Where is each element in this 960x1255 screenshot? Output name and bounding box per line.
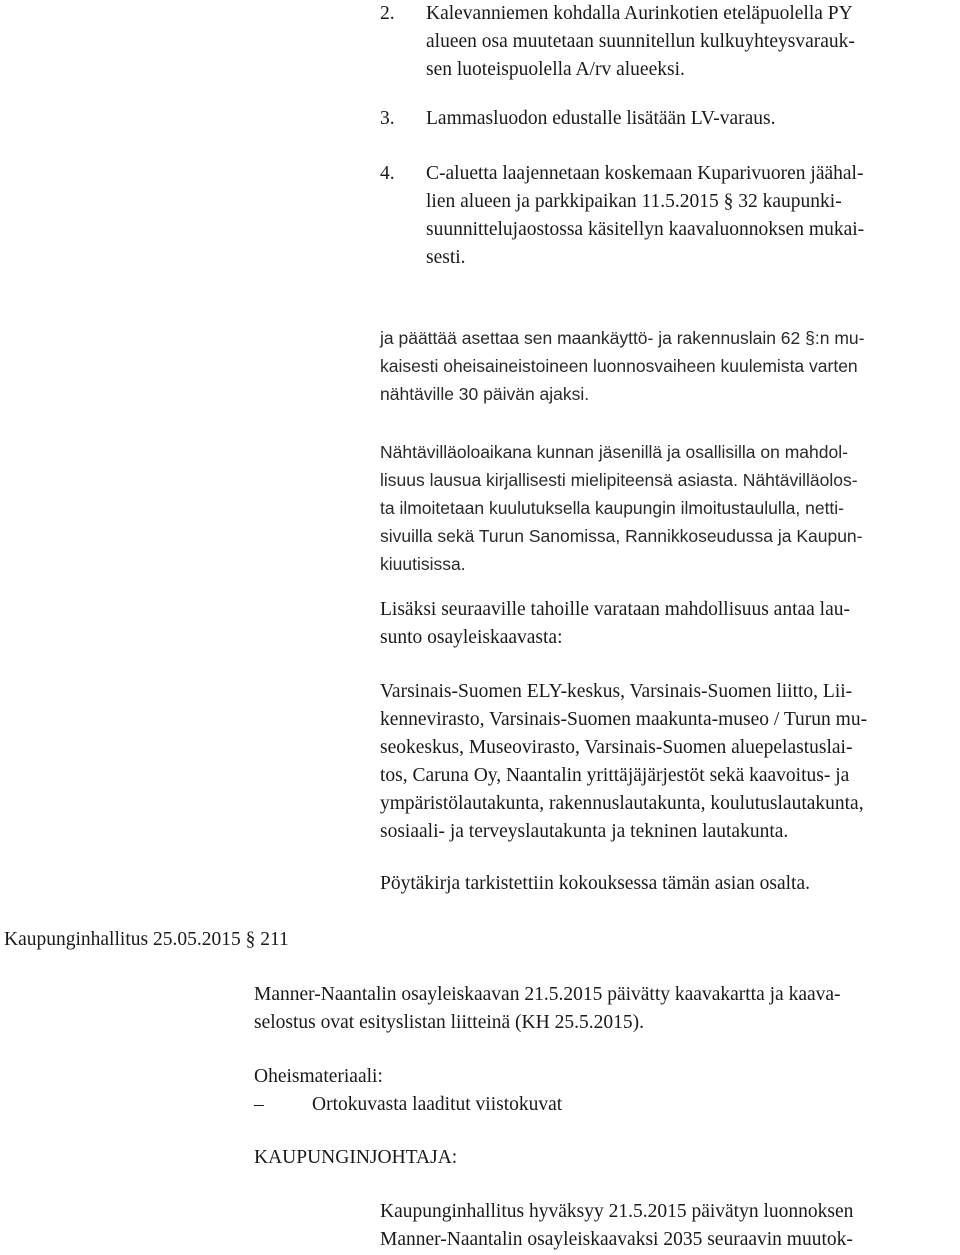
paragraph-line: Manner-Naantalin osayleiskaavaksi 2035 seuraavin muutok- (380, 1229, 853, 1250)
meeting-heading: Kaupunginhallitus 25.05.2015 § 211 (4, 929, 289, 950)
list-item-3 (380, 105, 775, 133)
paragraph-line: ja päättää asettaa sen maankäyttö- ja rakennuslain 62 §:n mu- (380, 328, 865, 348)
paragraph-line: lisuus lausua kirjallisesti mielipiteensä asiasta. Nähtävilläolos- (380, 470, 858, 490)
paragraph-line: sunto osayleiskaavasta: (380, 627, 563, 648)
decision-paragraph (380, 1198, 853, 1254)
attachment-link-text: Ortokuvasta laaditut viistokuvat (312, 1094, 563, 1115)
item-text: suunnittelujaostossa käsitellyn kaavaluonnoksen mukai- (426, 219, 865, 240)
paragraph-line: Manner-Naantalin osayleiskaavan 21.5.2015 päivätty kaavakartta ja kaava- (254, 984, 841, 1005)
item-text: Lammasluodon edustalle lisätään LV-varaus. (426, 108, 776, 129)
paragraph-line: kennevirasto, Varsinais-Suomen maakunta-museo / Turun mu- (380, 709, 868, 730)
paragraph-statements (380, 596, 850, 652)
item-text: alueen osa muutetaan suunnitellun kulkuyhteysvarauk- (426, 31, 855, 52)
paragraph-line: ympäristölautakunta, rakennuslautakunta, koulutuslautakunta, (380, 793, 864, 814)
paragraph-line: Kaupunginhallitus hyväksyy 21.5.2015 päivätyn luonnoksen (380, 1201, 854, 1222)
paragraph-line: Varsinais-Suomen ELY-keskus, Varsinais-Suomen liitto, Lii- (380, 681, 853, 702)
item-number: 3. (380, 108, 395, 129)
paragraph-line: Pöytäkirja tarkistettiin kokouksessa tämän asian osalta. (380, 873, 810, 894)
oheismateriaali-section (254, 1063, 562, 1119)
paragraph-recipients (380, 678, 867, 846)
oheismateriaali-label: Oheismateriaali: (254, 1066, 383, 1087)
paragraph-line: selostus ovat esityslistan liitteinä (KH 25.5.2015). (254, 1012, 644, 1033)
paragraph-hearing (380, 438, 863, 578)
item-number: 2. (380, 3, 395, 24)
paragraph-line: nähtäville 30 päivän ajaksi. (380, 384, 590, 404)
paragraph-line: sivuilla sekä Turun Sanomissa, Rannikkoseudussa ja Kaupun- (380, 526, 863, 546)
attachment-note (254, 981, 841, 1037)
item-text: sesti. (426, 247, 466, 268)
list-item-2 (380, 0, 855, 84)
paragraph-line: kaisesti oheisaineistoineen luonnosvaiheen kuulemista varten (380, 356, 858, 376)
list-item (254, 1091, 562, 1119)
paragraph-minutes-checked (380, 870, 810, 898)
paragraph-line: Nähtävilläoloaikana kunnan jäsenillä ja osallisilla on mahdol- (380, 442, 848, 462)
item-text: Kalevanniemen kohdalla Aurinkotien eteläpuolella PY (426, 3, 853, 24)
item-text: C-aluetta laajennetaan koskemaan Kuparivuoren jäähal- (426, 163, 864, 184)
item-text: lien alueen ja parkkipaikan 11.5.2015 § 32 kaupunki- (426, 191, 842, 212)
list-item-4 (380, 160, 864, 272)
paragraph-decision-intro (380, 324, 864, 408)
kaupunginjohtaja-label: KAUPUNGINJOHTAJA: (254, 1147, 458, 1168)
item-text: sen luoteispuolella A/rv alueeksi. (426, 59, 685, 80)
paragraph-line: seokeskus, Museovirasto, Varsinais-Suomen aluepelastuslai- (380, 737, 853, 758)
paragraph-line: Lisäksi seuraaville tahoille varataan mahdollisuus antaa lau- (380, 599, 850, 620)
paragraph-line: sosiaali- ja terveyslautakunta ja tekninen lautakunta. (380, 821, 789, 842)
dash-bullet: – (254, 1094, 264, 1115)
item-number: 4. (380, 163, 395, 184)
paragraph-line: kiuutisissa. (380, 554, 466, 574)
paragraph-line: tos, Caruna Oy, Naantalin yrittäjäjärjestöt sekä kaavoitus- ja (380, 765, 850, 786)
paragraph-line: ta ilmoitetaan kuulutuksella kaupungin ilmoitustaululla, netti- (380, 498, 845, 518)
